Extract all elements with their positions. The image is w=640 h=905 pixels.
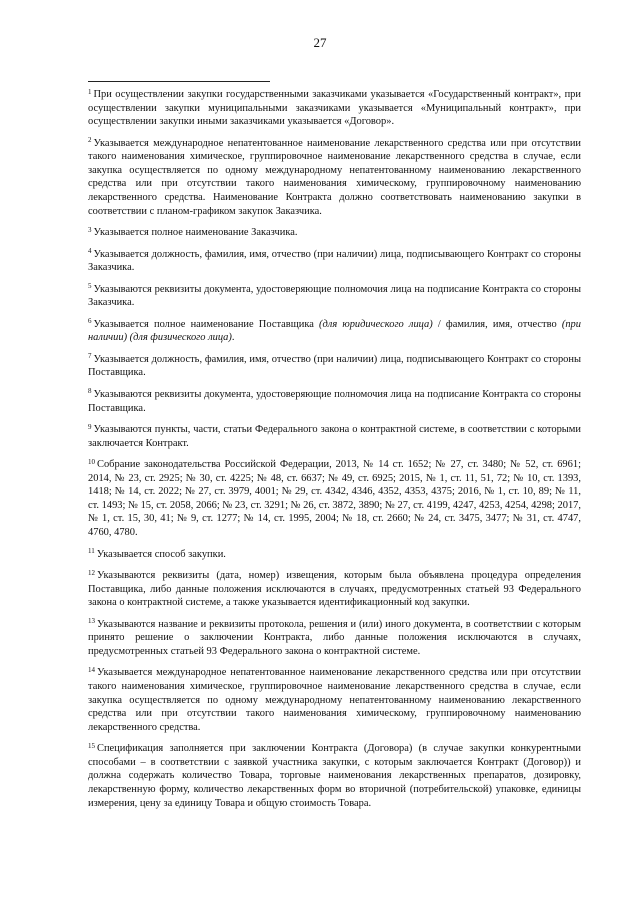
footnote-number: 5	[88, 282, 92, 291]
page-number: 27	[313, 35, 327, 50]
footnote	[88, 226, 581, 240]
footnote	[88, 569, 581, 610]
footnote-text: Указываются реквизиты (дата, номер) извещения, которым была объявлена процедура определения Поставщика, либо данные положения исключаются в случаях, предусмотренных статьей 93 Федерального закона о контрактной системе, а также указывается идентификационный код закупки.	[88, 570, 581, 609]
footnote-number: 14	[88, 665, 95, 674]
footnote-number: 8	[88, 387, 92, 396]
footnote-text: Указываются реквизиты документа, удостоверяющие полномочия лица на подписание Контракта со стороны Поставщика.	[88, 388, 581, 414]
footnote-text-italic: (при наличии) (для физического лица)	[88, 318, 581, 344]
footnote-text: Собрание законодательства Российской Федерации, 2013, № 14 ст. 1652; № 27, ст. 3480; № 52, ст. 6961; 2014, № 23, ст. 2925; № 30, ст. 4225; № 48, ст. 6637; № 49, ст. 6925; 2015, № 1, ст. 11, 51, 72; № 10, ст. 1393, 1418; № 14, ст. 2022; № 27, ст. 3979, 4001; № 29, ст. 4342, 4346, 4352, 4353, 4375; 2016, № 1, ст. 10, 89; № 11, ст. 1493; № 15, ст. 2058, 2066; № 23, ст. 3291; № 26, ст. 3872, 3890; № 27, ст. 4199, 4247, 4253, 4254, 4298; 2017, № 1, ст. 15, 30, 41; № 9, ст. 1277; № 14, ст. 1995, 2004; № 18, ст. 2660; № 24, ст. 3475, 3477; № 31, ст. 4747, 4760, 4780.	[88, 459, 581, 539]
footnote-text: Указывается полное наименование Поставщика	[93, 318, 320, 330]
footnote-number: 12	[88, 568, 95, 577]
footnote	[88, 283, 581, 310]
footnote-number: 13	[88, 617, 95, 626]
footnote-number: 11	[88, 547, 95, 556]
footnote-text: .	[231, 332, 235, 344]
footnote-number: 6	[88, 317, 92, 326]
footnote-number: 7	[88, 352, 92, 361]
footnote-number: 2	[88, 136, 92, 145]
footnote-text: Указывается должность, фамилия, имя, отчество (при наличии) лица, подписывающего Контракт со стороны Заказчика.	[88, 248, 581, 274]
footnote	[88, 388, 581, 415]
footnote-text: При осуществлении закупки государственными заказчиками указывается «Государственный контракт», при осуществлении закупки муниципальными заказчиками указывается «Муниципальный контракт», при осуществлении закупки иными заказчиками указывается «Договор».	[88, 89, 581, 128]
footnote-text-italic: (для юридического лица)	[319, 318, 433, 330]
footnote	[88, 353, 581, 380]
footnote-number: 10	[88, 457, 95, 466]
footnote-text: Спецификация заполняется при заключении Контракта (Договора) (в случае закупки конкурентными способами – в соответствии с заявкой участника закупки, с которым заключается Контракт (Договор)) и должна содержать количество Товара, торговые наименования лекарственных препаратов, дозировку, лекарственную форму, количество лекарственных форм во вторичной (потребительской) упаковке, единицы измерения, цену за единицу Товара и общую стоимость Товара.	[88, 743, 581, 809]
footnote-text: Указывается международное непатентованное наименование лекарственного средства или при отсутствии такого наименования химическое, группировочное наименование лекарственного средства в случае, если закупка осуществляется по одному международному непатентованному наименованию лекарственного средства или при отсутствии такого наименования химическому, группировочному наименованию лекарственного средства. Наименование Контракта должно соответствовать наименованию закупки в соответствии с планом-графиком закупок Заказчика.	[88, 137, 581, 217]
footnote-text: / фамилия, имя, отчество	[432, 318, 562, 330]
footnote	[88, 618, 581, 659]
footnote	[88, 88, 581, 129]
footnote-text: Указывается полное наименование Заказчика.	[93, 227, 298, 239]
footnote-text: Указывается способ закупки.	[96, 548, 226, 560]
footnote-text: Указывается международное непатентованное наименование лекарственного средства или при отсутствии такого наименования химическое, группировочное наименование лекарственного средства в случае, если закупка осуществляется по одному международному непатентованному наименованию лекарственного средства или при отсутствии такого наименования химическому, группировочному наименованию лекарственного средства.	[88, 667, 581, 733]
footnote	[88, 742, 581, 810]
footnote	[88, 137, 581, 219]
footnote	[88, 458, 581, 540]
footnote-text: Указываются пункты, части, статьи Федерального закона о контрактной системе, в соответствии с которыми заключается Контракт.	[88, 424, 581, 449]
footnote	[88, 318, 581, 345]
footnote-number: 1	[88, 87, 92, 96]
footnote-separator	[88, 81, 270, 82]
footnote-number: 4	[88, 247, 92, 256]
footnote-text: Указывается должность, фамилия, имя, отчество (при наличии) лица, подписывающего Контракт со стороны Поставщика.	[88, 353, 581, 379]
footnote	[88, 666, 581, 734]
footnote-text: Указываются название и реквизиты протокола, решения и (или) иного документа, в соответствии с которым принято решение о заключении Контракта, либо данные положения исключаются в случаях, предусмотренных статьей 93 Федерального закона о контрактной системе.	[88, 618, 581, 657]
footnote-number: 3	[88, 225, 92, 234]
footnote-text: Указываются реквизиты документа, удостоверяющие полномочия лица на подписание Контракта со стороны Заказчика.	[88, 283, 581, 309]
footnote-number: 15	[88, 741, 95, 750]
footnote	[88, 423, 581, 450]
footnote-number: 9	[88, 422, 92, 431]
footnotes-list	[88, 88, 581, 818]
footnote	[88, 548, 581, 562]
footnote	[88, 248, 581, 275]
